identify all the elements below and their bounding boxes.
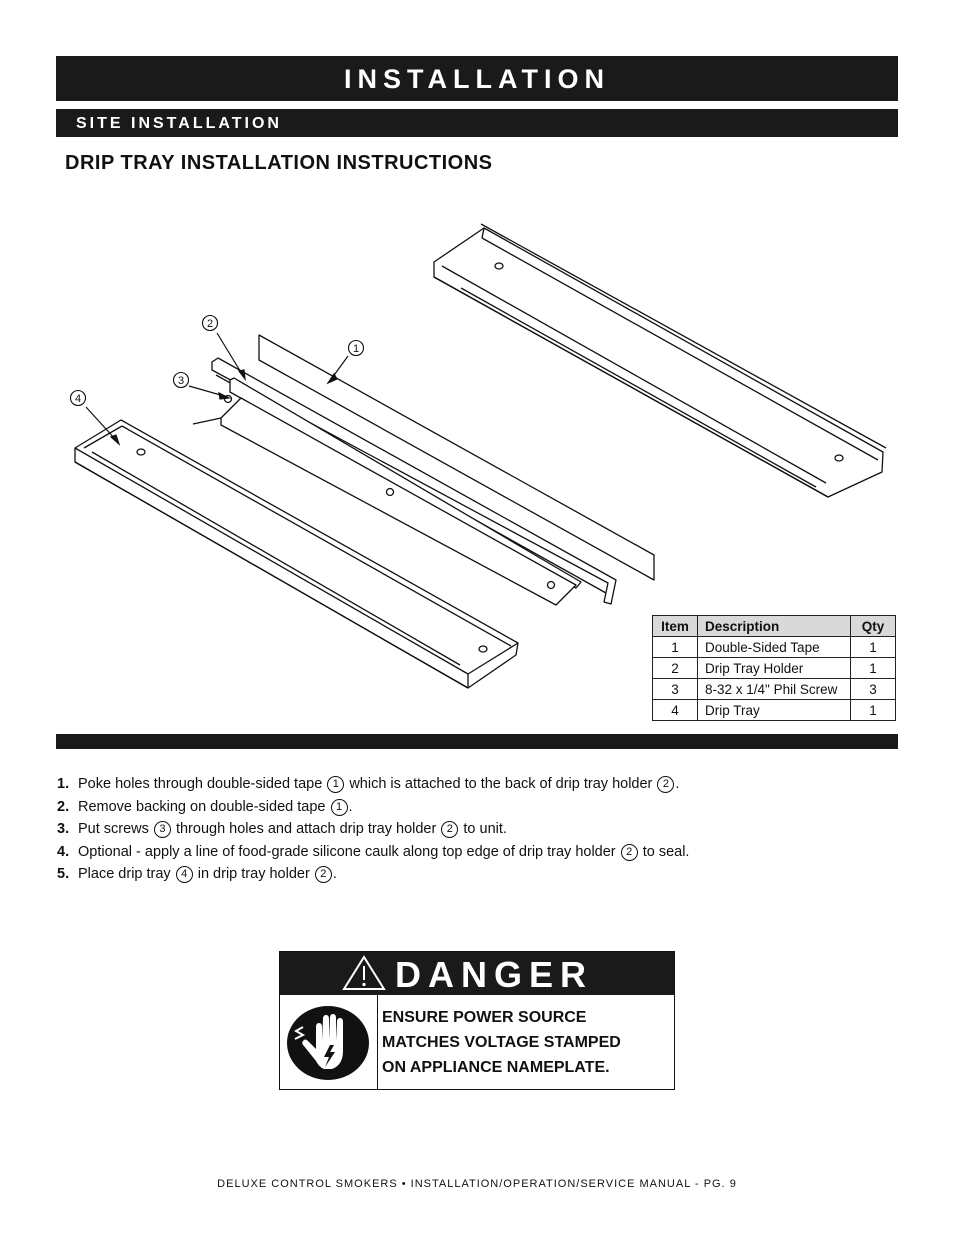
- step-text: .: [348, 798, 353, 815]
- danger-warning-box: [279, 951, 675, 1090]
- cell-item: 1: [653, 637, 698, 658]
- table-row: [653, 679, 896, 700]
- callout-2: 2: [206, 318, 214, 330]
- step-number: 3.: [57, 821, 70, 837]
- warning-triangle-icon: [342, 955, 386, 991]
- callout-1: 1: [352, 343, 360, 355]
- parts-table-header: [653, 616, 896, 637]
- item-ref: 3: [154, 821, 171, 838]
- item-ref: 1: [331, 799, 348, 816]
- step-text: to seal.: [638, 843, 690, 860]
- section-divider: [56, 734, 898, 749]
- cell-qty: 1: [851, 700, 896, 721]
- step-number: 2.: [57, 798, 70, 815]
- installation-steps: [57, 773, 689, 886]
- list-item: [57, 863, 689, 886]
- step-text: Remove backing on double-sided tape: [78, 798, 330, 815]
- page-title-bar: [56, 56, 898, 101]
- step-text: in drip tray holder: [193, 866, 314, 882]
- item-ref: 4: [176, 866, 193, 883]
- table-row: [653, 637, 896, 658]
- danger-message-line: ON APPLIANCE NAMEPLATE.: [382, 1059, 610, 1076]
- list-item: [57, 841, 689, 864]
- danger-body: [280, 995, 674, 1089]
- step-text: which is attached to the back of drip tray holder: [345, 776, 657, 792]
- step-text: to unit.: [459, 821, 507, 837]
- callout-4: 4: [74, 393, 82, 405]
- parts-table: [652, 615, 896, 721]
- item-ref: 1: [327, 776, 344, 793]
- page-footer: DELUXE CONTROL SMOKERS • INSTALLATION/OPERATION/SERVICE MANUAL - PG. 9: [217, 1178, 737, 1190]
- cell-description: Drip Tray Holder: [698, 658, 851, 679]
- list-item: [57, 818, 689, 841]
- table-row: [653, 658, 896, 679]
- cell-qty: 3: [851, 679, 896, 700]
- step-text: .: [675, 776, 680, 792]
- danger-header: [280, 952, 674, 995]
- step-text: .: [332, 866, 337, 882]
- step-text: Place drip tray: [78, 866, 175, 882]
- step-text: through holes and attach drip tray holder: [171, 821, 441, 837]
- page-title: INSTALLATION: [344, 64, 610, 94]
- step-number: 1.: [57, 776, 70, 792]
- step-number: 4.: [57, 843, 70, 860]
- item-ref: 2: [657, 776, 674, 793]
- cell-item: 4: [653, 700, 698, 721]
- cell-description: Drip Tray: [698, 700, 851, 721]
- step-text: Put screws: [78, 821, 153, 837]
- cell-description: Double-Sided Tape: [698, 637, 851, 658]
- item-ref: 2: [315, 866, 332, 883]
- step-number: 5.: [57, 866, 70, 882]
- callout-3: 3: [177, 375, 185, 387]
- header-item: Item: [653, 616, 698, 637]
- header-description: Description: [698, 616, 851, 637]
- item-ref: 2: [441, 821, 458, 838]
- section-title: SITE INSTALLATION: [76, 115, 282, 132]
- cell-item: 2: [653, 658, 698, 679]
- cell-qty: 1: [851, 637, 896, 658]
- danger-word: DANGER: [395, 954, 594, 995]
- step-text: Optional - apply a line of food-grade silicone caulk along top edge of drip tray holder: [78, 843, 620, 860]
- danger-message: [382, 1005, 621, 1080]
- list-item: [57, 796, 689, 819]
- danger-icon-cell: [280, 995, 378, 1089]
- section-title-bar: [56, 109, 898, 137]
- danger-message-line: ENSURE POWER SOURCE: [382, 1009, 587, 1026]
- electric-shock-hand-icon: [286, 1005, 370, 1083]
- list-item: [57, 773, 689, 796]
- cell-item: 3: [653, 679, 698, 700]
- table-row: [653, 700, 896, 721]
- instructions-heading: DRIP TRAY INSTALLATION INSTRUCTIONS: [65, 152, 493, 174]
- item-ref: 2: [621, 844, 638, 861]
- header-qty: Qty: [851, 616, 896, 637]
- danger-message-line: MATCHES VOLTAGE STAMPED: [382, 1034, 621, 1051]
- step-text: Poke holes through double-sided tape: [78, 776, 327, 792]
- cell-description: 8-32 x 1/4" Phil Screw: [698, 679, 851, 700]
- cell-qty: 1: [851, 658, 896, 679]
